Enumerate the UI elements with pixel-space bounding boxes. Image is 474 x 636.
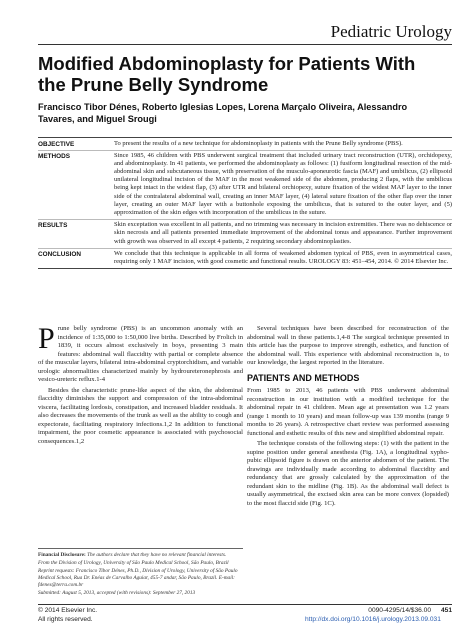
intro-text: rune belly syndrome (PBS) is an uncommon anomaly with an incidence of 1:35,000 to 1:50,000 live births. Described by Frolich in 1839, it occurs almost exclusively in boys, presenting 3 main features: abdominal wall flaccidity with partial or complete absence of the muscular layers, bilateral intra-abdominal cryptorchidism, and variable urologic abnormalities characterized mainly by hydroureteronephrosis and vesico-ureteric reflux.1-4 [38, 325, 243, 383]
article-title: Modified Abdominoplasty for Patients With the Prune Belly Syndrome [38, 53, 416, 95]
body-paragraph: Besides the characteristic prune-like aspect of the skin, the abdominal flaccidity diminishes the support and compression of the intra-abdominal viscera, facilitating lordosis, constipation, and increased bladder residuals. It also decreases the movements of the trunk as well as the ability to cough and expectorate, facilitating respiratory infections.1,2 In addition to functional impairment, the poor cosmetic appearance is associated with psychosocial consequences.1,2 [38, 386, 243, 445]
footnote-text: The authors declare that they have no relevant financial interests. [87, 552, 227, 558]
section-heading: PATIENTS AND METHODS [247, 372, 360, 383]
abstract-label: METHODS [38, 153, 70, 161]
doi-link[interactable]: http://dx.doi.org/10.1016/j.urology.2013.09.031 [305, 615, 441, 623]
abstract-row-results [38, 220, 452, 249]
footnote-label: Financial Disclosure: [38, 552, 86, 558]
copyright: © 2014 Elsevier Inc. [38, 607, 98, 614]
abstract-text: We conclude that this technique is applicable in all forms of weakened abdomen typical of PBS, even in asymmetrical cases, requiring only 1 MAF incision, with good cosmetic and functional results. UROLOGY 83: 451–454, 2014. © 2014 Elsevier Inc. [114, 250, 452, 266]
footnote [38, 552, 243, 559]
footnote: Submitted: August 5, 2013, accepted (with revisions): September 27, 2013 [38, 590, 196, 597]
rights: All rights reserved. [38, 615, 93, 623]
body-column-right [247, 325, 449, 510]
abstract-label: CONCLUSION [38, 251, 81, 259]
footer-left [38, 607, 97, 625]
footnote: From the Division of Urology, University of São Paulo Medical School, São Paulo, Brazil [38, 560, 229, 567]
abstract-row-conclusion [38, 249, 452, 269]
journal-section-title: Pediatric Urology [330, 22, 452, 41]
abstract-row-objective [38, 138, 452, 151]
body-column-left [38, 322, 243, 448]
footnote: Reprint requests: Francisco Tibor Dénes, Ph.D., Division of Urology, University of São Paulo Medical School, Rua Dr. Enéas de Carvalho Aguiar, 455-7 andar, São Paulo, Brazil. E-mail: fdenes@terra.com.br [38, 568, 238, 588]
drop-cap: P [38, 322, 55, 355]
abstract-block [38, 137, 452, 269]
page-number: 451 [440, 607, 452, 614]
body-paragraph: Several techniques have been described for reconstruction of the abdominal wall in these patients.1,4-8 The surgical technique presented in this article has the purpose to improve strength, esthetics, and function of the abdominal wall. This experience with abdominal reconstruction is, to our knowledge, the largest reported in the literature. [247, 325, 449, 366]
body-paragraph: From 1985 to 2013, 46 patients with PBS underwent abdominal reconstruction in our institution with a modified technique for the abdominal repair in 41 children. Mean age at presentation was 1.2 years (range 1 month to 10 years) and mean follow-up was 139 months (range 9 months to 26 years). A retrospective chart review was performed assessing functional and esthetic results of this new and simplified abdominal repair. [247, 387, 449, 437]
footnotes [38, 548, 243, 598]
issn-code: 0090-4295/14/$36.00 [368, 607, 431, 614]
author-list: Francisco Tibor Dénes, Roberto Iglesias Lopes, Lorena Marçalo Oliveira, Alessandro Tavares, and Miguel Srougi [38, 102, 408, 124]
body-paragraph: The technique consists of the following steps: (1) with the patient in the supine position under general anesthesia (Fig. 1A), a longitudinal xypho-pubic ellipsoid figure is drawn on the anterior abdomen of the patient. The drawings are individually made according to abdominal flaccidity and redundancy that are grossly calculated by the approximation of the redundant skin to the midline (Fig. 1B). As the abdominal wall defect is usually asymmetrical, the excised skin area can be more convex (lopsided) to the most flaccid side (Fig. 1C). [247, 440, 449, 507]
abstract-label: OBJECTIVE [38, 140, 75, 148]
footer-rule [38, 604, 452, 605]
abstract-label: RESULTS [38, 222, 68, 230]
header-rule [38, 44, 452, 45]
abstract-text: To present the results of a new technique for abdominoplasty in patients with the Prune Belly syndrome (PBS). [114, 139, 403, 147]
abstract-text: Skin exceptation was excellent in all patients, and no trimming was necessary in incision extremities. There was no dehiscence or skin necrosis and all patients presented immediate improvement of the abdominal tonus and appearance. Further improvement with growth was observed in all except 4 patients, 2 requiring secondary abdominoplasties. [114, 221, 452, 245]
abstract-row-methods [38, 151, 452, 220]
footer-right [305, 607, 452, 625]
intro-paragraph [38, 322, 243, 385]
abstract-text: Since 1985, 46 children with PBS underwent surgical treatment that included urinary tract reconstruction (UTR), orchidopexy, and abdominoplasty. In 41 patients, we performed the abdominoplasty as follows: (1) fusiform longitudinal resection of the mid-abdominal skin and subcutaneous tissue, with preservation of the musculo-aponeurotic fascia (MAF) and umbilicus, (2) ellipsoid unilateral longitudinal incision of the MAF in the most weakened side of the abdomen, producing 2 flaps, with the umbilicus being kept intact in the widest flap, (3) after UTR and bilateral orchiopexy, suture fixation of the widest MAF layer to the inner side of the contralateral abdominal wall, creating an inner MAF layer, (4) lateral suture fixation of the other flap over the inner layer, creating an outer MAF layer with a buttonhole exposing the umbilicus, that is sutured to the outer layer, and (5) approximation of the skin edges with incorporation of the umbilicus in the suture. [114, 152, 452, 216]
